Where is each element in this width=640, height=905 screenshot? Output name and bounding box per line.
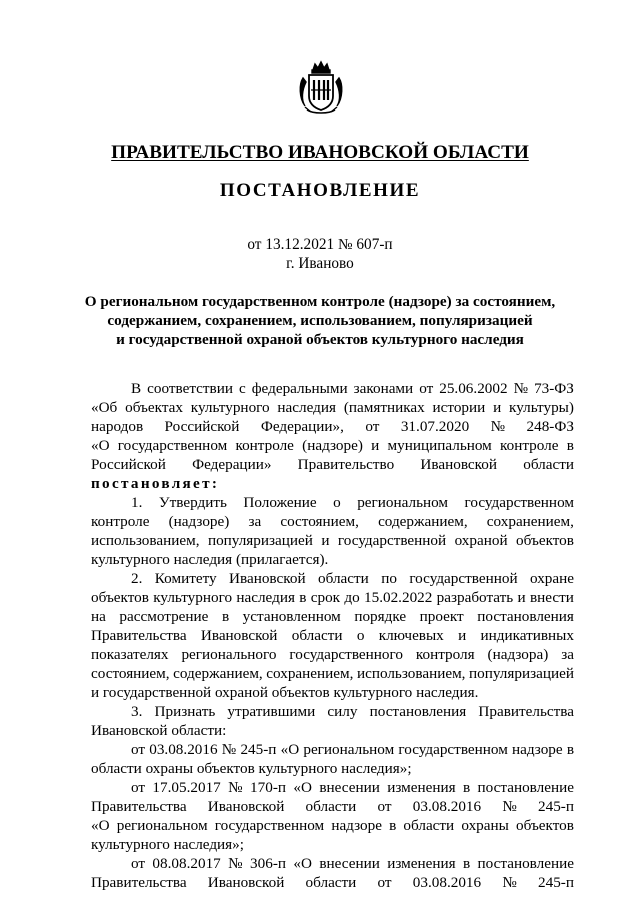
word: в [299, 589, 307, 606]
body-line [91, 436, 574, 455]
word: разработать [436, 589, 514, 606]
word: в [389, 817, 397, 834]
word: надзоре [331, 817, 382, 834]
word: с [238, 380, 246, 397]
title-line: О региональном государственном контроле (надзоре) за состоянием, [84, 293, 556, 310]
word: «О [293, 855, 312, 872]
item-line [91, 645, 574, 664]
item-line [131, 740, 574, 759]
item-line [131, 854, 574, 873]
word: и [458, 627, 467, 644]
word: области [523, 456, 574, 473]
word: Ивановской [207, 874, 285, 891]
word: объектах [125, 399, 183, 416]
word: о [333, 494, 341, 511]
word: 306-п [250, 855, 287, 872]
word: использованием, [91, 532, 200, 549]
word: 245-п [240, 741, 277, 758]
word: внести [529, 589, 574, 606]
word: 2. [131, 570, 143, 587]
word: (надзоре) [168, 513, 230, 530]
word: Ивановской [420, 456, 497, 473]
word: региональном [303, 741, 395, 758]
word: № [228, 855, 243, 872]
word: от [131, 855, 146, 872]
word: государственном [398, 741, 508, 758]
word: государственном [464, 494, 574, 511]
word: за [248, 513, 262, 530]
word: сохранением, [486, 513, 574, 530]
body-line [91, 455, 574, 474]
word: до [344, 589, 360, 606]
word: 170-п [250, 779, 287, 796]
word: изменения [387, 779, 456, 796]
word: государственного [289, 646, 403, 663]
word: № [502, 798, 517, 815]
word: от [131, 779, 146, 796]
word: по [381, 570, 397, 587]
word: «О [280, 741, 300, 758]
word: культурного [190, 399, 270, 416]
word: 15.02.2022 [364, 589, 433, 606]
word: проект [419, 608, 464, 625]
word: области [291, 627, 343, 644]
word: народов [91, 418, 144, 435]
item-line [91, 512, 574, 531]
word: Правительства [91, 627, 187, 644]
word: культурного [153, 589, 233, 606]
word: постановления [477, 608, 574, 625]
word: порядке [354, 608, 407, 625]
word: и [321, 532, 330, 549]
word: в [462, 779, 471, 796]
word: внесении [319, 855, 380, 872]
word: популяризацией [469, 665, 574, 682]
city: г. Иваново [286, 255, 354, 272]
item-line [131, 569, 574, 588]
word: 03.08.2016 [412, 874, 482, 891]
word: от [377, 798, 392, 815]
item-line [91, 873, 574, 892]
item-line: и государственной охраной объектов культурного наследия. [91, 684, 479, 701]
word: установленном [242, 608, 341, 625]
word: Ивановской [200, 627, 278, 644]
word: «О [293, 779, 312, 796]
item-line [91, 797, 574, 816]
item-line [91, 531, 574, 550]
word: области [305, 874, 357, 891]
word: Правительства [478, 703, 574, 720]
body-line [131, 379, 574, 398]
item-line: Ивановской области: [91, 722, 227, 739]
word: постановления [369, 703, 467, 720]
item-line [91, 816, 574, 835]
word: в [566, 741, 574, 758]
word: области [403, 817, 455, 834]
item-line: культурного наследия (прилагается). [91, 551, 329, 568]
word: Положение [243, 494, 317, 511]
word: и [493, 399, 502, 416]
item-line [131, 493, 574, 512]
word: государственной [409, 570, 518, 587]
decree-line: постановляет : [91, 475, 217, 492]
word: 17.05.2017 [152, 779, 221, 796]
word: ключевых [378, 627, 444, 644]
word: В [131, 380, 142, 397]
word: внесении [319, 779, 380, 796]
word: утратившими [227, 703, 316, 720]
word: № [502, 874, 517, 891]
word: и [371, 437, 380, 454]
word: за [561, 646, 574, 663]
document-type: ПОСТАНОВЛЕНИЕ [219, 180, 421, 201]
title-line: и государственной охраной объектов культурного наследия [116, 331, 524, 348]
word: регионального [181, 646, 277, 663]
word: изменения [387, 855, 456, 872]
word: объектов [516, 817, 574, 834]
word: Признать [154, 703, 216, 720]
word: состоянием, [91, 665, 170, 682]
word: показателях [91, 646, 169, 663]
word: области [305, 798, 357, 815]
word: Утвердить [158, 494, 227, 511]
word: контроле [500, 437, 559, 454]
word: использованием, [356, 665, 466, 682]
word: индикативных [480, 627, 574, 644]
word: контроля [415, 646, 475, 663]
word: Правительства [91, 874, 187, 891]
word: состоянием, [280, 513, 359, 530]
word: охраной [454, 532, 508, 549]
word: охране [529, 570, 574, 587]
word: от [419, 380, 434, 397]
word: объектов [91, 589, 149, 606]
word: от [377, 874, 392, 891]
word: региональном [116, 817, 208, 834]
word: объектов [516, 532, 574, 549]
word: 245-п [538, 874, 574, 891]
word: 25.06.2002 [439, 380, 508, 397]
word: контроле [91, 513, 150, 530]
word: 03.08.2016 [149, 741, 218, 758]
word: содержанием, [173, 665, 263, 682]
word: Ивановской [229, 570, 306, 587]
coat-of-arms-emblem [297, 60, 345, 116]
word: (памятниках [343, 399, 425, 416]
word: федеральными [251, 380, 348, 397]
body-line [91, 417, 574, 436]
word: № [228, 779, 243, 796]
word: Правительства [91, 798, 187, 815]
word: в [221, 608, 230, 625]
government-name: ПРАВИТЕЛЬСТВО ИВАНОВСКОЙ ОБЛАСТИ [111, 142, 529, 163]
word: и [517, 589, 526, 606]
word: Ивановской [207, 798, 285, 815]
word: рассмотрение [119, 608, 209, 625]
word: соответствии [147, 380, 233, 397]
item-line [131, 778, 574, 797]
word: на [91, 608, 106, 625]
word: области [318, 570, 369, 587]
word: № [490, 418, 506, 435]
word: 245-п [538, 798, 574, 815]
word: о [356, 627, 365, 644]
word: региональном [357, 494, 449, 511]
word: 248-ФЗ [526, 418, 574, 435]
word: 1. [131, 494, 143, 511]
item-line [91, 588, 574, 607]
word: постановление [477, 779, 574, 796]
word: № [513, 380, 529, 397]
word: государственном [117, 437, 228, 454]
word: Российской [91, 456, 166, 473]
body-line [91, 398, 574, 417]
item-line [131, 702, 574, 721]
word: государственной [337, 532, 447, 549]
item-line [91, 607, 574, 626]
word: 08.08.2017 [152, 855, 221, 872]
word: государственном [214, 817, 325, 834]
word: наследия [277, 399, 336, 416]
item-line: культурного наследия»; [91, 836, 244, 853]
item-line: области охраны объектов культурного наследия»; [91, 760, 412, 777]
word: от [365, 418, 380, 435]
word: в [462, 855, 471, 872]
word: «О [91, 437, 110, 454]
word: (надзоре) [302, 437, 363, 454]
word: надзоре [512, 741, 563, 758]
date-number: от 13.12.2021 № 607-п [247, 236, 393, 253]
word: Комитету [154, 570, 217, 587]
word: Федерации» [192, 456, 272, 473]
word: наследия [236, 589, 295, 606]
word: культуры) [509, 399, 574, 416]
word: Федерации», [260, 418, 344, 435]
word: содержанием, [378, 513, 468, 530]
word: Российской [164, 418, 240, 435]
word: контроле [235, 437, 294, 454]
word: в [566, 437, 574, 454]
word: законами [353, 380, 414, 397]
title-line: содержанием, сохранением, использованием, популяризацией [107, 312, 533, 329]
word: сохранением, [266, 665, 354, 682]
word: популяризацией [207, 532, 313, 549]
word: истории [432, 399, 486, 416]
item-line [91, 626, 574, 645]
word: 31.07.2020 [400, 418, 470, 435]
decree-word: постановляет [91, 475, 212, 492]
word: муниципальном [387, 437, 492, 454]
word: от [131, 741, 146, 758]
word: «Об [91, 399, 118, 416]
word: 03.08.2016 [412, 798, 482, 815]
word: (надзора) [487, 646, 549, 663]
word: срок [310, 589, 341, 606]
word: силу [327, 703, 358, 720]
word: 3. [131, 703, 143, 720]
word: Правительство [297, 456, 395, 473]
word: 73-ФЗ [534, 380, 574, 397]
word: постановление [477, 855, 574, 872]
word: «О [91, 817, 110, 834]
item-line [91, 664, 574, 683]
word: № [221, 741, 237, 758]
word: охраны [461, 817, 509, 834]
